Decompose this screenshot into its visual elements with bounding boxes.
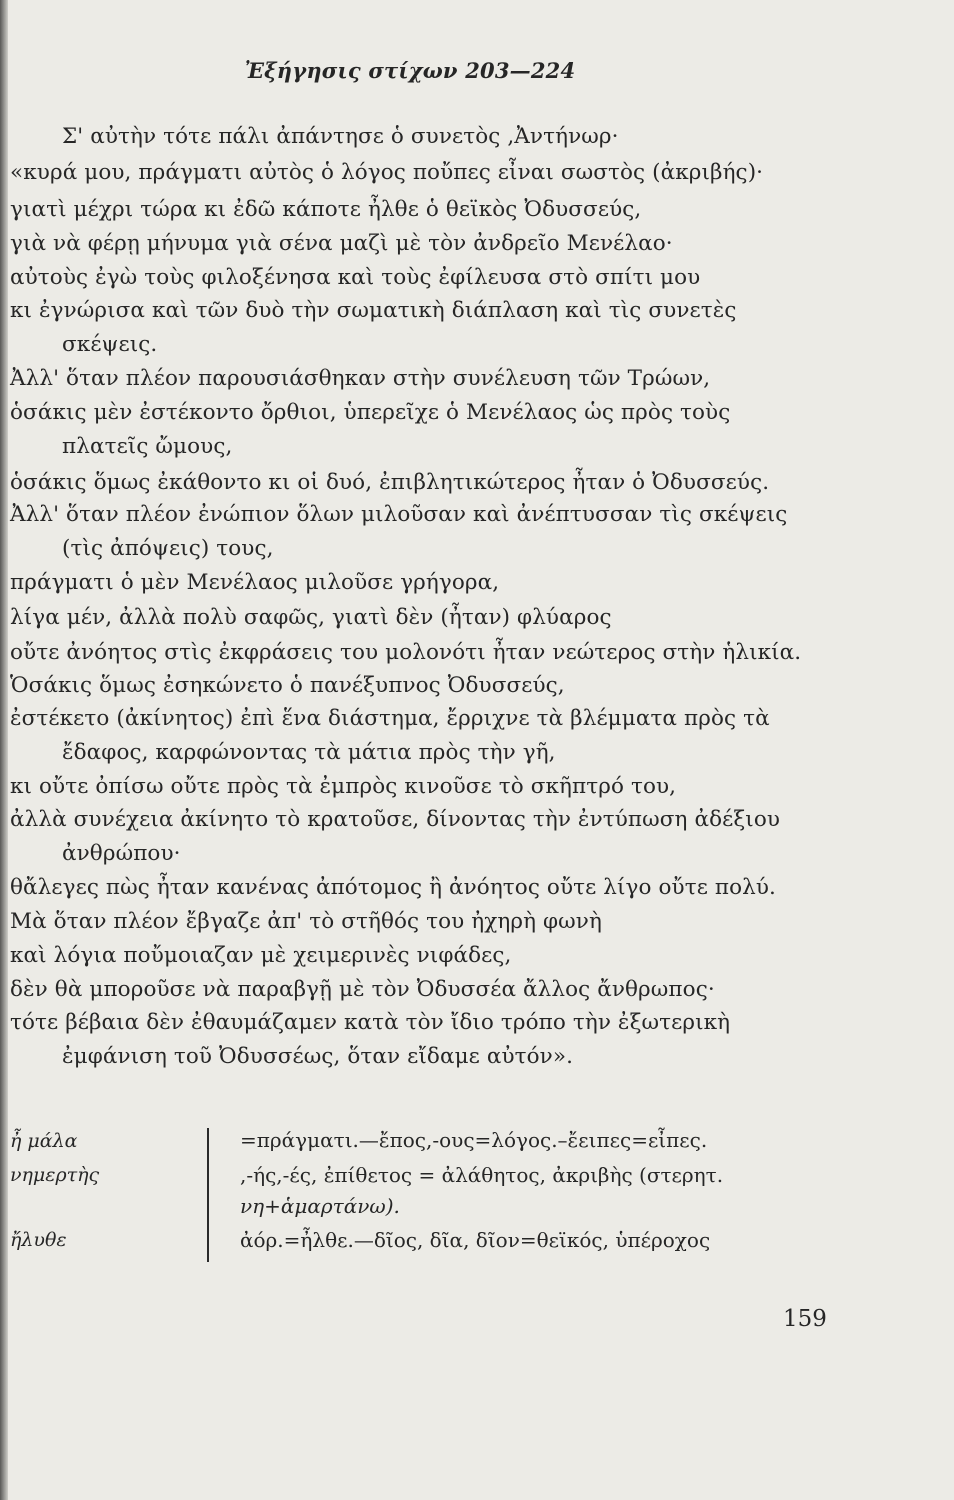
- text-line: Ἀλλ' ὅταν πλέον παρουσιάσθηκαν στὴν συνέλευση τῶν Τρώων,: [10, 366, 711, 391]
- page-number: 159: [783, 1306, 827, 1332]
- text-line: ὁσάκις ὅμως ἐκάθοντο κι οἱ δυό, ἐπιβλητικώτερος ἦταν ὁ Ὀδυσσεύς.: [10, 470, 770, 495]
- text-line: ἀνθρώπου·: [62, 841, 181, 866]
- glossary-definition: ,-ής,-ές, ἐπίθετος = ἀλάθητος, ἀκριβὴς (στερητ.: [240, 1163, 724, 1187]
- text-line: γιατὶ μέχρι τώρα κι ἐδῶ κάποτε ἦλθε ὁ θεϊκὸς Ὀδυσσεύς,: [10, 197, 642, 222]
- text-line: καὶ λόγια ποὔμοιαζαν μὲ χειμερινὲς νιφάδες,: [10, 943, 512, 968]
- glossary-divider: [207, 1128, 209, 1262]
- glossary-definition: νη+ἁμαρτάνω).: [240, 1194, 400, 1218]
- text-line: αὐτοὺς ἐγὼ τοὺς φιλοξένησα καὶ τοὺς ἐφίλευσα στὸ σπίτι μου: [10, 265, 701, 290]
- text-line: δὲν θὰ μποροῦσε νὰ παραβγῇ μὲ τὸν Ὀδυσσέα ἄλλος ἄνθρωπος·: [10, 977, 715, 1002]
- text-line: ἐμφάνιση τοῦ Ὀδυσσέως, ὅταν εἴδαμε αὐτόν».: [62, 1044, 574, 1069]
- text-line: πλατεῖς ὤμους,: [62, 434, 233, 459]
- text-line: οὔτε ἀνόητος στὶς ἐκφράσεις του μολονότι ἦταν νεώτερος στὴν ἡλικία.: [10, 640, 802, 665]
- text-line: πράγματι ὁ μὲν Μενέλαος μιλοῦσε γρήγορα,: [10, 570, 500, 595]
- text-line: γιὰ νὰ φέρῃ μήνυμα γιὰ σένα μαζὶ μὲ τὸν ἀνδρεῖο Μενέλαο·: [10, 231, 673, 256]
- text-line: ἔδαφος, καρφώνοντας τὰ μάτια πρὸς τὴν γῆ,: [62, 740, 556, 765]
- glossary-definition: ἀόρ.=ἦλθε.—δῖος, δῖα, δῖον=θεϊκός, ὑπέροχος: [240, 1228, 711, 1252]
- glossary-term: ἦ μάλα: [10, 1130, 78, 1152]
- text-line: Μὰ ὅταν πλέον ἔβγαζε ἀπ' τὸ στῆθός του ἠχηρὴ φωνὴ: [10, 909, 602, 934]
- text-line: σκέψεις.: [62, 332, 158, 357]
- text-line: ὁσάκις μὲν ἐστέκοντο ὄρθιοι, ὑπερεῖχε ὁ Μενέλαος ὡς πρὸς τοὺς: [10, 400, 731, 425]
- glossary-term: ἤλυθε: [10, 1229, 67, 1251]
- text-line: «κυρά μου, πράγματι αὐτὸς ὁ λόγος ποὔπες εἶναι σωστὸς (ἀκριβής)·: [10, 160, 764, 185]
- text-line: κι οὔτε ὀπίσω οὔτε πρὸς τὰ ἐμπρὸς κινοῦσε τὸ σκῆπτρό του,: [10, 774, 677, 799]
- text-line: Ὁσάκις ὅμως ἐσηκώνετο ὁ πανέξυπνος Ὀδυσσεύς,: [10, 673, 565, 698]
- text-line: Σ' αὐτὴν τότε πάλι ἀπάντησε ὁ συνετὸς ,Ἀντήνωρ·: [62, 124, 619, 149]
- text-line: Ἀλλ' ὅταν πλέον ἐνώπιον ὅλων μιλοῦσαν καὶ ἀνέπτυσσαν τὶς σκέψεις: [10, 502, 788, 527]
- text-line: λίγα μέν, ἀλλὰ πολὺ σαφῶς, γιατὶ δὲν (ἦταν) φλύαρος: [10, 605, 612, 630]
- glossary-definition: =πράγματι.—ἔπος,-ους=λόγος.–ἔειπες=εἶπες.: [240, 1128, 708, 1152]
- text-line: κι ἐγνώρισα καὶ τῶν δυὸ τὴν σωματικὴ διάπλαση καὶ τὶς συνετὲς: [10, 298, 737, 323]
- text-line: ἀλλὰ συνέχεια ἀκίνητο τὸ κρατοῦσε, δίνοντας τὴν ἐντύπωση ἀδέξιου: [10, 807, 781, 832]
- text-line: τότε βέβαια δὲν ἐθαυμάζαμεν κατὰ τὸν ἴδιο τρόπο τὴν ἐξωτερικὴ: [10, 1010, 731, 1035]
- text-line: ἐστέκετο (ἀκίνητος) ἐπὶ ἕνα διάστημα, ἔρριχνε τὰ βλέμματα πρὸς τὰ: [10, 706, 770, 731]
- glossary-term: νημερτὴς: [10, 1164, 100, 1186]
- text-line: θἄλεγες πὼς ἦταν κανένας ἀπότομος ἢ ἀνόητος οὔτε λίγο οὔτε πολύ.: [10, 875, 776, 900]
- text-line: (τὶς ἀπόψεις) τους,: [62, 536, 274, 561]
- page-title: Ἐξήγησις στίχων 203—224: [244, 58, 576, 83]
